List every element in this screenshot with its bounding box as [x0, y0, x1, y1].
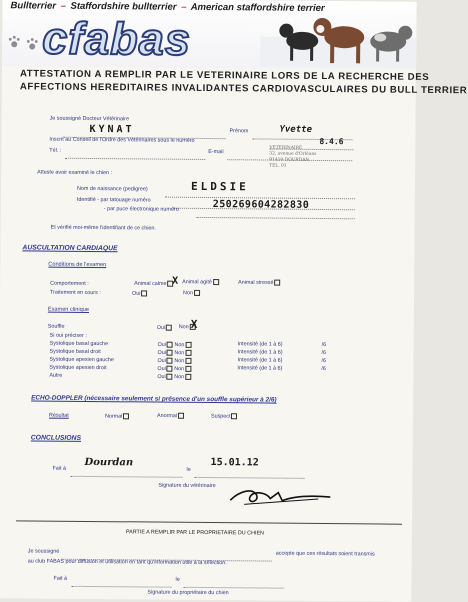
done-at-label: Fait à — [52, 465, 67, 472]
no-checkbox[interactable] — [185, 342, 191, 348]
agitated-checkbox[interactable] — [213, 279, 219, 285]
stamp-line-3: 91410 DOURDAN — [269, 157, 310, 163]
yes-checkbox[interactable] — [167, 358, 173, 364]
owner-done-at-label: Fait à — [53, 575, 68, 582]
no-checkbox[interactable] — [185, 350, 191, 356]
dog-name-value: ELDSIE — [190, 179, 249, 194]
no-label: Non — [174, 358, 185, 365]
stressed-checkbox[interactable] — [274, 280, 280, 286]
owner-section-title: PARTIE A REMPLIR PAR LE PROPRIETAIRE DU CHIEN — [125, 529, 264, 537]
done-at-line — [70, 470, 182, 478]
vet-intro: Je soussigné Docteur Vétérinaire — [49, 115, 130, 123]
result-label: Résultat — [48, 412, 69, 419]
normal-option[interactable] — [105, 413, 129, 420]
title-line-1: ATTESTATION A REMPLIR PAR LE VETERINAIRE LORS DE LA RECHERCHE DES — [19, 68, 430, 83]
owner-date-label: le — [175, 576, 180, 583]
murmur-no-label: Non — [178, 324, 189, 331]
stressed-label: Animal stressé — [238, 279, 274, 287]
vet-stamp — [269, 146, 316, 170]
treatment-yes[interactable] — [132, 290, 147, 297]
vet-order-value: 8.4.6 — [319, 136, 344, 147]
vet-email-label: E-mail — [208, 149, 224, 156]
normal-label: Normal — [104, 413, 123, 420]
done-at-value: Dourdan — [84, 456, 134, 469]
breed-bullterrier: Bullterrier — [10, 0, 57, 12]
owner-undersigned-label: Je soussigné — [27, 548, 60, 555]
out-of-six-2: /6 — [321, 350, 327, 357]
treatment-yes-label: Oui — [132, 290, 141, 297]
specify-label: Si oui préciser : — [49, 332, 87, 339]
yes-label: Oui — [157, 365, 166, 373]
abnormal-checkbox[interactable] — [178, 413, 184, 419]
row-label-4: Systolique apexien droit — [49, 364, 107, 372]
vet-name-value: KYNAT — [89, 123, 135, 136]
out-of-six-1: /6 — [321, 342, 327, 349]
intensity-label-2: Intensité (de 1 à 6) — [237, 349, 283, 356]
yes-checkbox[interactable] — [167, 342, 173, 348]
normal-checkbox[interactable] — [123, 413, 129, 419]
owner-consent-text: au club FABAS pour diffusion et utilisation en tant qu'information utile à la sélection. — [27, 558, 227, 567]
row-4-options[interactable] — [157, 366, 191, 373]
date-value: 15.01.12 — [210, 457, 259, 469]
suspect-label: Suspect — [210, 413, 231, 420]
separator-line — [16, 520, 402, 524]
no-label: Non — [174, 366, 185, 373]
no-checkbox[interactable] — [185, 366, 191, 372]
exam-title: Examen clinique — [47, 306, 89, 313]
dog-verified-text: Et vérifié moi-même l'identifiant de ce chien. — [50, 224, 156, 232]
row-label-1: Systolique basal gauche — [49, 340, 109, 348]
treatment-no[interactable] — [183, 290, 200, 297]
agitated-option[interactable] — [182, 279, 219, 286]
conditions-title: Conditions de l'examen — [48, 261, 107, 269]
stamp-line-1: VETERINAIRE — [269, 145, 303, 151]
intensity-label-3: Intensité (de 1 à 6) — [237, 357, 283, 364]
abnormal-option[interactable] — [157, 413, 184, 420]
conclusions-title: CONCLUSIONS — [30, 434, 82, 442]
yes-checkbox[interactable] — [167, 366, 173, 372]
suspect-checkbox[interactable] — [231, 413, 237, 419]
breeds-banner: Bullterrier – Staffordshire bullterrier – American staffordshire terrier — [10, 0, 325, 15]
yes-label: Oui — [157, 349, 166, 357]
stamp-line-4: TEL. 01 — [269, 163, 287, 169]
breed-staffordshire: Staffordshire bullterrier — [70, 0, 177, 13]
intensity-label-4: Intensité (de 1 à 6) — [237, 365, 283, 372]
calm-option[interactable] — [134, 280, 173, 287]
dogs-photo-icon — [260, 6, 417, 67]
yes-checkbox[interactable] — [167, 350, 173, 356]
title-line-2: AFFECTIONS HEREDITAIRES INVALIDANTES CARDIOVASCULAIRES DU BULL TERRIER — [19, 81, 468, 97]
vet-firstname-label: Prénom — [229, 128, 249, 135]
yes-label: Oui — [157, 357, 166, 365]
vet-firstname-value: Yvette — [279, 124, 313, 135]
dog-chip-value: 250269604282830 — [212, 199, 310, 211]
no-checkbox[interactable] — [185, 374, 191, 380]
behaviour-label: Comportement : — [50, 280, 89, 287]
stressed-option[interactable] — [238, 279, 280, 286]
murmur-yes-checkbox[interactable] — [166, 325, 172, 331]
owner-done-at-line — [71, 580, 171, 588]
yes-label: Oui — [157, 341, 167, 349]
row-label-5: Autre — [49, 372, 63, 379]
murmur-no-mark: X — [190, 317, 198, 331]
treatment-no-label: Non — [183, 290, 193, 297]
dog-chip-label: - par puce électronique numéro — [103, 206, 179, 213]
intensity-label-1: Intensité (de 1 à 6) — [237, 341, 283, 348]
no-label: Non — [174, 342, 185, 349]
abnormal-label: Anormal — [156, 412, 178, 420]
murmur-yes-label: Oui — [156, 324, 166, 332]
no-label: Non — [174, 374, 185, 381]
dog-chip-line — [197, 211, 355, 219]
treatment-yes-checkbox[interactable] — [141, 290, 147, 296]
row-2-options[interactable] — [158, 350, 192, 357]
out-of-six-4: /6 — [321, 366, 326, 373]
owner-accept-text: accepte que ces résultats soient transmis — [275, 550, 375, 558]
no-checkbox[interactable] — [185, 358, 191, 364]
dog-tattoo-label: Identifié - par tatouage numéro — [76, 196, 151, 204]
agitated-label: Animal agité — [182, 279, 212, 286]
date-label: le — [186, 466, 191, 473]
no-label: Non — [174, 350, 185, 357]
doppler-title: ECHO-DOPPLER (nécessaire seulement si présence d'un souffle supérieur à 2/6) — [31, 394, 277, 404]
murmur-label: Souffle — [47, 323, 65, 330]
treatment-label: Traitement en cours : — [50, 289, 101, 297]
stamp-line-2: 32, avenue d'Orléans — [269, 151, 317, 157]
auscultation-title: AUSCULTATION CARDIAQUE — [22, 244, 118, 253]
dog-intro: Atteste avoir examiné le chien : — [37, 169, 113, 177]
owner-signature-label: Signature du propriétaire du chien — [147, 589, 229, 597]
out-of-six-3: /6 — [321, 358, 326, 365]
treatment-no-checkbox[interactable] — [194, 290, 200, 296]
vet-phone-line — [65, 152, 205, 160]
row-3-options[interactable] — [157, 358, 191, 365]
date-line — [194, 471, 304, 479]
murmur-yes[interactable] — [157, 325, 172, 332]
dog-name-label: Nom de naissance (pedigree) — [76, 185, 148, 193]
row-5-options[interactable] — [157, 374, 191, 381]
owner-date-line — [183, 581, 283, 589]
club-logo: cfabas — [42, 12, 192, 65]
vet-signature-label: Signature du vétérinaire — [158, 482, 216, 490]
vet-signature-icon — [226, 484, 336, 509]
yes-label: Oui — [157, 373, 166, 381]
calm-label: Animal calme — [134, 280, 167, 288]
row-label-2: Systolique basal droit — [49, 348, 101, 356]
breed-american-staffordshire: American staffordshire terrier — [190, 1, 325, 15]
calm-check-mark: X — [172, 275, 179, 287]
row-label-3: Systolique apexien gauche — [49, 356, 114, 364]
yes-checkbox[interactable] — [167, 374, 173, 380]
suspect-option[interactable] — [211, 413, 238, 420]
vet-order-label: Inscrit au Conseil de l'Ordre des Vétérinaires sous le numéro — [49, 136, 195, 144]
vet-phone-label: Tél. : — [49, 147, 62, 154]
row-1-options[interactable] — [158, 342, 192, 349]
